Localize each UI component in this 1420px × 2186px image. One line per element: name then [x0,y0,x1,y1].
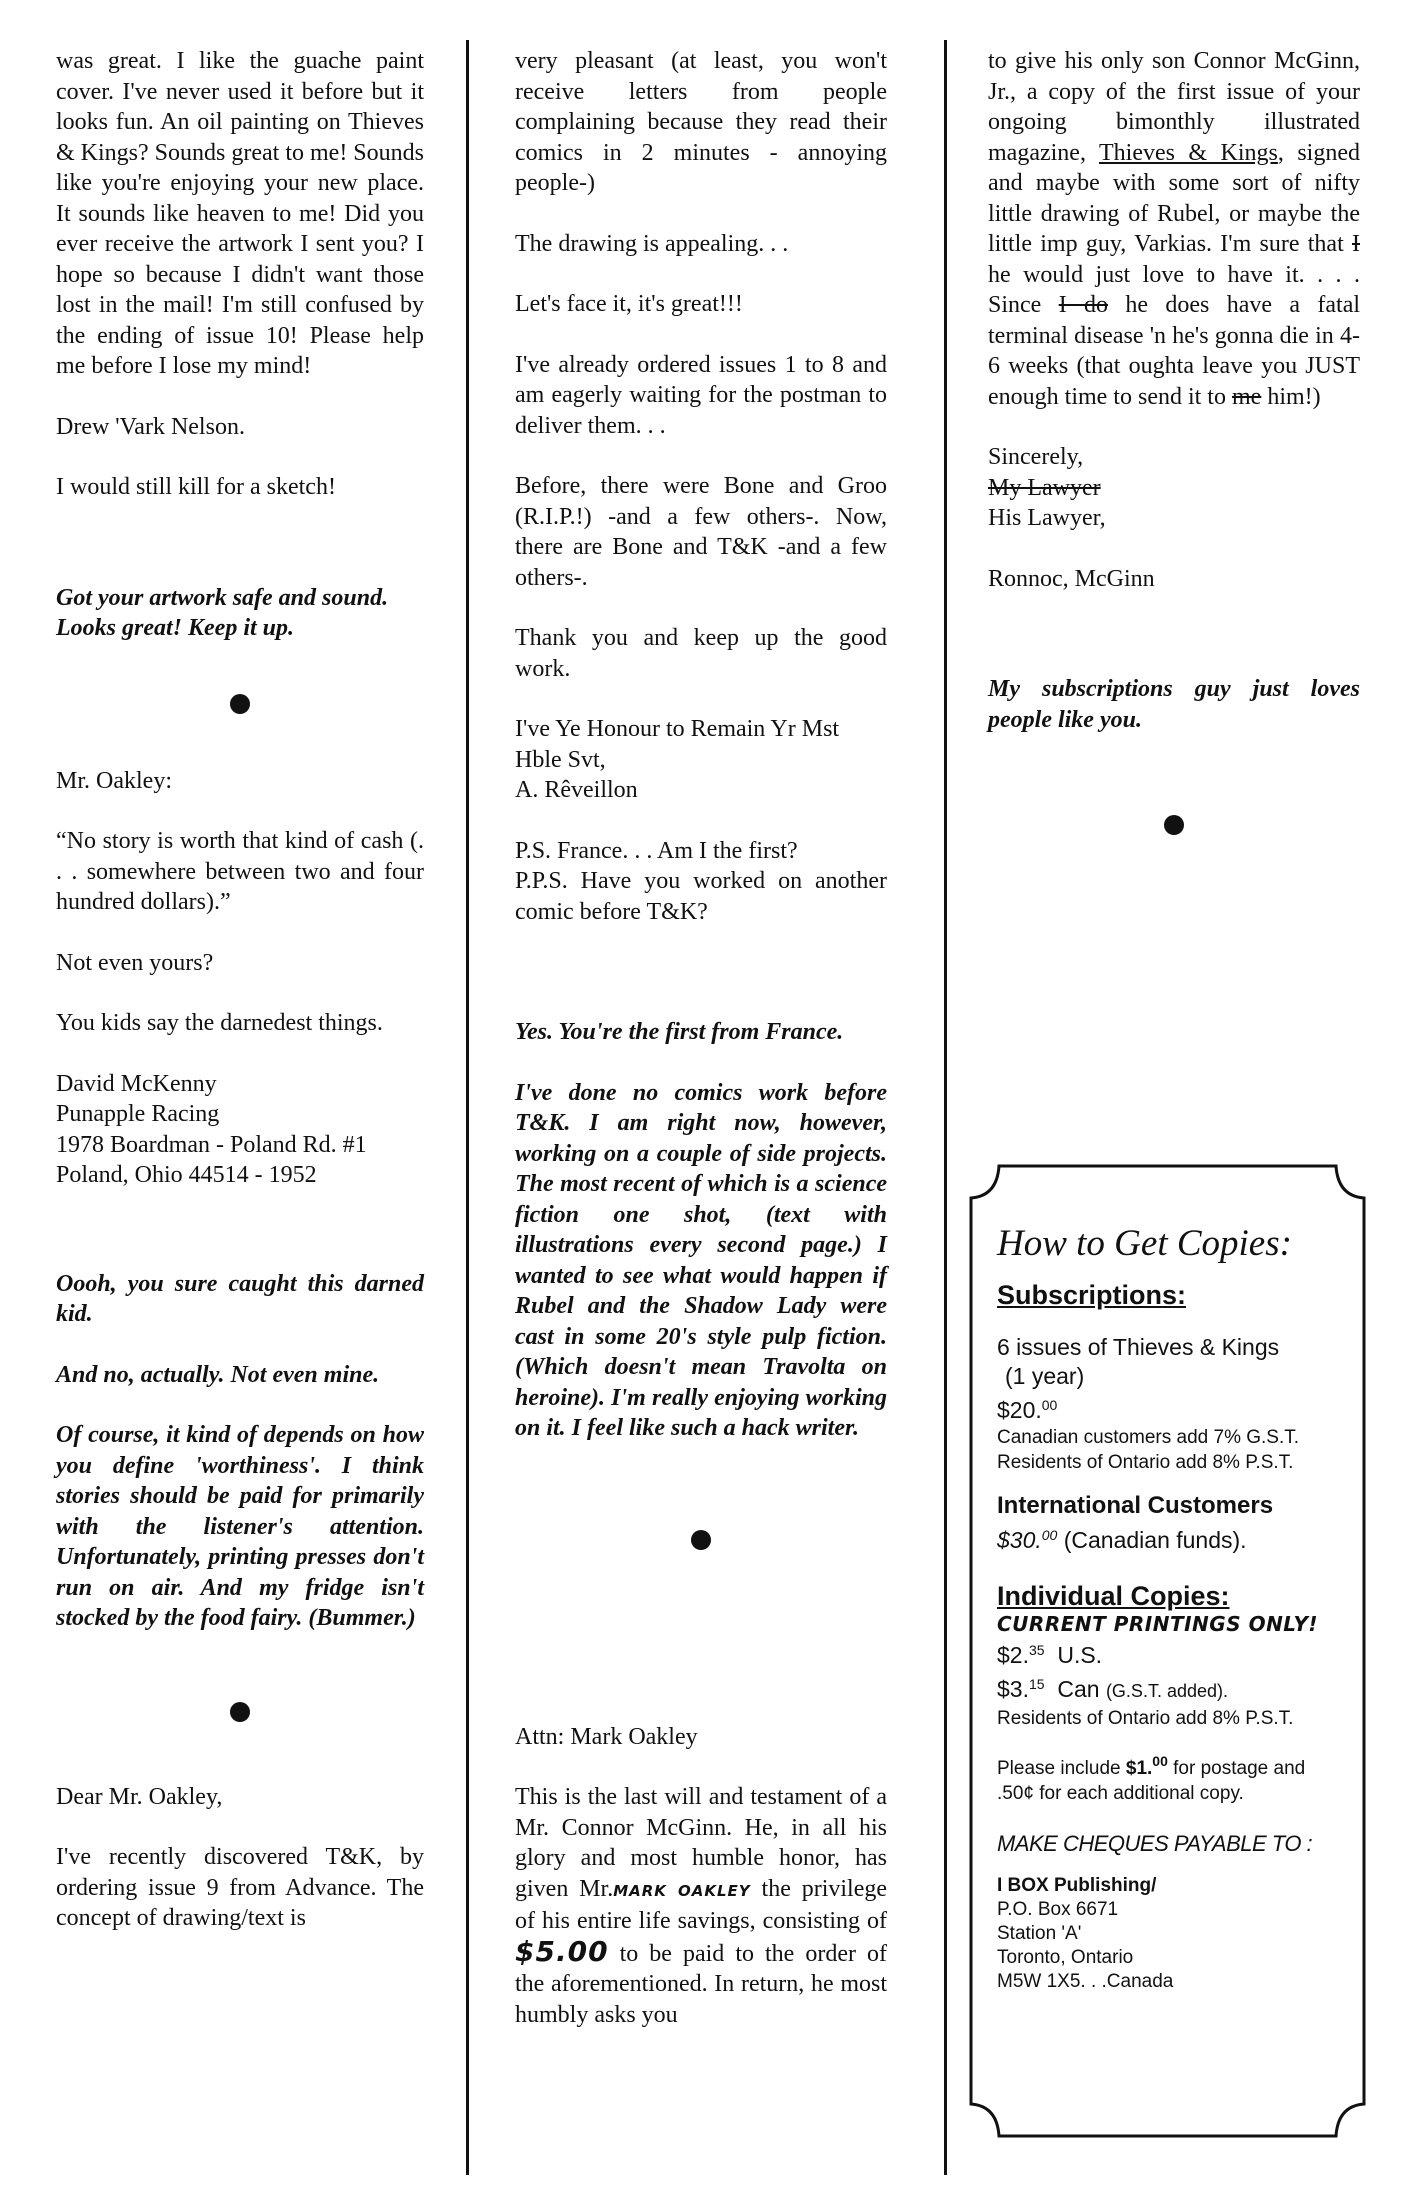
signature-line: David McKenny [56,1070,217,1097]
column-rule-right [944,40,947,2175]
crossed-out-word: I [1352,231,1360,257]
salutation: Mr. Oakley: [56,767,172,794]
price-note: (G.S.T. added). [1105,1681,1228,1701]
postage-dollars: $1. [1125,1758,1153,1779]
letter-text-part: he does have a fatal terminal disease 'n he's gonna die in 4-6 weeks (that oughta leave you JUST enough time to send it to [988,292,1361,410]
postage-note: .50¢ for each additional copy. [997,1783,1244,1804]
individual-copies-heading: Individual Copies: [997,1581,1230,1611]
column-3 [988,46,1360,835]
letter-text-part: , signed and maybe with some sort of nifty little drawing of Rubel, or maybe the little imp guy, Varkias. I'm sure that [988,139,1360,257]
price-dollars: $2. [997,1642,1029,1668]
signature-block [56,1069,424,1191]
editor-reply: And no, actually. Not even mine. [56,1361,380,1388]
letter-text: “No story is worth that kind of cash (. . . somewhere between two and four hundred dollars).” [56,828,424,915]
postage-cents: 00 [1152,1753,1168,1769]
letter-text-part: to give his only son Connor McGinn, Jr., a copy of the first issue of your ongoing bimonthly illustrated magazine, [988,48,1360,166]
price-cents: 00 [1041,1397,1058,1413]
postscript: P.S. France. . . Am I the first? [515,837,798,864]
crossed-out-line: My Lawyer [988,474,1101,501]
postage-note [997,1749,1347,1781]
letter-text-part: he would just love to have it. . . . Since [988,261,1360,318]
letter-text-part: This is the last will and testament of a Mr. Connor McGinn. He, in all his glory and most humble honor, has given Mr. [515,1784,887,1902]
signature-line: Ronnoc, McGinn [988,565,1155,592]
postage-text: Please include [997,1758,1121,1779]
letter-text: I've recently discovered T&K, by ordering issue 9 from Advance. The concept of drawing/text is [56,1844,424,1931]
international-heading: International Customers [997,1492,1274,1519]
editor-reply: Yes. You're the first from France. [515,1019,844,1045]
price-cents: 15 [1028,1676,1045,1692]
closing: Sincerely, [988,444,1084,470]
price-cents: 35 [1028,1642,1045,1658]
column-rule-left [466,40,469,2175]
letter-text: was great. I like the guache paint cover. I've never used it before but it looks fun. An oil painting on Thieves & Kings? Sounds great to me! Sounds like you're enjoying your new place. It sounds like heaven to me! Did you ever receive the artwork I sent you? I hope so because I didn't want those lost in the mail! I'm still confused by the ending of issue 10! Please help me before I lose my mind! [56,48,424,379]
separator-bullet [691,1530,711,1550]
subs-price [997,1391,1347,1425]
separator-bullet [230,694,250,714]
letter-text: very pleasant (at least, you won't receive letters from people complaining because they read their comics in 2 minutes - annoying people-) [515,48,887,196]
address-line: Toronto, Ontario [997,1947,1134,1968]
price-dollars: $3. [997,1676,1029,1702]
address-line: P.O. Box 6671 [997,1899,1119,1920]
editor-reply: Oooh, you sure caught this darned kid. [56,1270,424,1327]
signature-line: His Lawyer, [988,505,1106,531]
editor-reply: Of course, it kind of depends on how you define 'worthiness'. I think stories should be paid for primarily with the listener's attention. Unfortunately, printing presses don't run on air. And my fridge isn't stocked by the food fairy. (Bummer.) [56,1422,424,1631]
letter-text: Before, there were Bone and Groo (R.I.P.!) -and a few others-. Now, there are Bone and T&K -and a few others-. [515,473,887,591]
editor-reply: My subscriptions guy just loves people like you. [988,676,1360,733]
subs-line: 6 issues of Thieves & Kings [997,1334,1280,1360]
address-line: I BOX Publishing/ [997,1875,1157,1896]
subs-note: Canadian customers add 7% G.S.T. [997,1427,1300,1448]
how-to-get-copies-box [967,1162,1368,2140]
currency-label: U.S. [1057,1642,1103,1668]
signature-line: Poland, Ohio 44514 - 1952 [56,1162,317,1188]
magazine-title: Thieves & Kings [1098,139,1278,166]
address-line: M5W 1X5. . .Canada [997,1971,1174,1992]
letter-text-part: to be paid to the order of the aforementioned. In return, he most humbly asks you [515,1940,888,2028]
price-note: (Canadian funds). [1063,1527,1247,1553]
international-price [997,1521,1347,1555]
letter-text: I would still kill for a sketch! [56,474,336,500]
crossed-out-word: me [1231,383,1262,410]
letter-text: The drawing is appealing. . . [515,230,789,257]
separator-bullet [1164,815,1184,835]
column-1 [56,46,424,1934]
letter-text-part: the privilege of his entire life savings, consisting of [515,1875,888,1934]
separator-bullet [230,1702,250,1722]
address-line: Station 'A' [997,1923,1082,1944]
us-price [997,1636,1347,1670]
letter-text: I've already ordered issues 1 to 8 and am eagerly waiting for the postman to deliver them. . . [515,351,887,439]
editor-reply: Got your artwork safe and sound. Looks great! Keep it up. [56,584,389,641]
signature-line: A. Rêveillon [515,777,638,803]
price-cents: 00 [1041,1527,1058,1543]
editor-reply: I've done no comics work before T&K. I am right now, however, working on a couple of side projects. The most recent of which is a science fiction one shot, (text with illustrations every second page.) I wanted to see what would happen if Rubel and the Shadow Lady were cast in some 20's style pulp fiction. (Which doesn't mean Travolta on heroine). I'm really enjoying working on it. I feel like such a hack writer. [515,1079,887,1441]
letter-text: Let's face it, it's great!!! [515,291,743,317]
cheques-heading: MAKE CHEQUES PAYABLE TO : [997,1831,1313,1856]
handwritten-amount: $5.00 [515,1934,609,1968]
subscriptions-heading: Subscriptions: [997,1280,1187,1310]
letter-text: Not even yours? [56,949,214,976]
subs-line: (1 year) [1005,1363,1085,1389]
crossed-out-word: I do [1058,292,1109,318]
signature: Drew 'Vark Nelson. [56,413,245,440]
letter-text [515,1782,887,2030]
column-2 [515,46,887,2030]
salutation: Attn: Mark Oakley [515,1723,698,1750]
signature-line: 1978 Boardman - Poland Rd. #1 [56,1131,367,1158]
subs-note: Residents of Ontario add 8% P.S.T. [997,1452,1294,1473]
letter-text [988,46,1360,412]
indiv-note: Residents of Ontario add 8% P.S.T. [997,1708,1294,1729]
letter-text-part: him!) [1267,383,1321,410]
salutation: Dear Mr. Oakley, [56,1783,223,1810]
handwritten-name: MARK OAKLEY [613,1881,751,1900]
currency-label: Can [1057,1676,1100,1702]
price-dollars: $30. [997,1527,1042,1553]
price-dollars: $20. [997,1397,1042,1423]
can-price [997,1670,1347,1706]
box-content [997,1222,1347,1994]
box-title: How to Get Copies: [997,1223,1292,1264]
signature-line: Punapple Racing [56,1101,220,1127]
postscript: P.P.S. Have you worked on another comic before T&K? [515,868,887,925]
handwritten-note: CURRENT PRINTINGS ONLY! [997,1612,1319,1636]
letter-text: Thank you and keep up the good work. [515,625,887,682]
postage-text: for postage and [1173,1758,1306,1779]
signature-line: I've Ye Honour to Remain Yr Mst Hble Svt, [515,716,840,773]
letter-text: You kids say the darnedest things. [56,1010,383,1036]
